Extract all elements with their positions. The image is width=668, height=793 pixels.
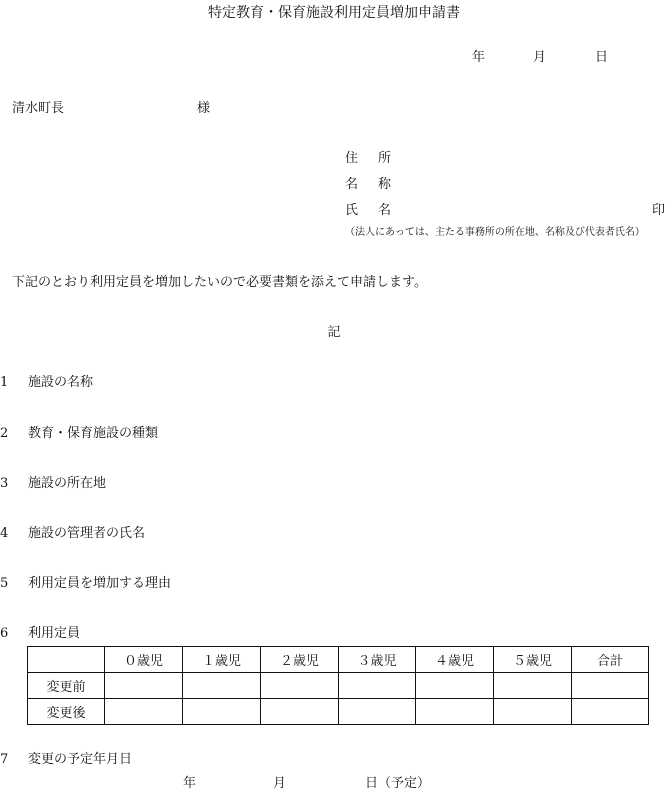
applicant-representative-label: 氏 名 bbox=[345, 203, 392, 218]
header-cell-age2: ２歳児 bbox=[261, 647, 339, 673]
input-cell[interactable] bbox=[183, 673, 261, 699]
date-year: 年 bbox=[472, 50, 486, 65]
applicant-address-label: 住 所 bbox=[345, 151, 392, 166]
row-label-before: 変更前 bbox=[28, 673, 105, 699]
input-cell[interactable] bbox=[494, 699, 572, 725]
applicant-note: （法人にあっては、主たる事務所の所在地、名称及び代表者氏名） bbox=[345, 227, 645, 238]
input-cell[interactable] bbox=[261, 673, 339, 699]
input-cell[interactable] bbox=[494, 673, 572, 699]
input-cell[interactable] bbox=[339, 699, 416, 725]
capacity-header-row bbox=[28, 647, 649, 673]
applicant-name-label: 名 称 bbox=[345, 177, 392, 192]
date-month: 月 bbox=[533, 50, 547, 65]
header-cell-age5: ５歳児 bbox=[494, 647, 572, 673]
header-cell-age0: ０歳児 bbox=[105, 647, 183, 673]
scheduled-month: 月 bbox=[273, 776, 287, 791]
request-statement: 下記のとおり利用定員を増加したいので必要書類を添えて申請します。 bbox=[12, 275, 427, 290]
header-cell-age4: ４歳児 bbox=[416, 647, 494, 673]
input-cell[interactable] bbox=[105, 699, 183, 725]
scheduled-day-planned: 日（予定） bbox=[365, 776, 431, 791]
input-cell[interactable] bbox=[572, 699, 649, 725]
capacity-table bbox=[27, 646, 649, 725]
row-label-after: 変更後 bbox=[28, 699, 105, 725]
addressee-name: 清水町長 bbox=[12, 101, 65, 116]
input-cell[interactable] bbox=[105, 673, 183, 699]
input-cell[interactable] bbox=[261, 699, 339, 725]
addressee-honorific: 様 bbox=[197, 101, 211, 116]
scheduled-year: 年 bbox=[183, 776, 197, 791]
header-cell-blank bbox=[28, 647, 105, 673]
table-row bbox=[28, 673, 649, 699]
ki-heading: 記 bbox=[327, 325, 341, 340]
date-day: 日 bbox=[595, 50, 609, 65]
header-cell-total: 合計 bbox=[572, 647, 649, 673]
input-cell[interactable] bbox=[339, 673, 416, 699]
input-cell[interactable] bbox=[416, 673, 494, 699]
input-cell[interactable] bbox=[183, 699, 261, 725]
table-row bbox=[28, 699, 649, 725]
seal-mark: 印 bbox=[652, 203, 666, 218]
document-title: 特定教育・保育施設利用定員増加申請書 bbox=[208, 5, 460, 21]
header-cell-age1: １歳児 bbox=[183, 647, 261, 673]
input-cell[interactable] bbox=[416, 699, 494, 725]
header-cell-age3: ３歳児 bbox=[339, 647, 416, 673]
input-cell[interactable] bbox=[572, 673, 649, 699]
